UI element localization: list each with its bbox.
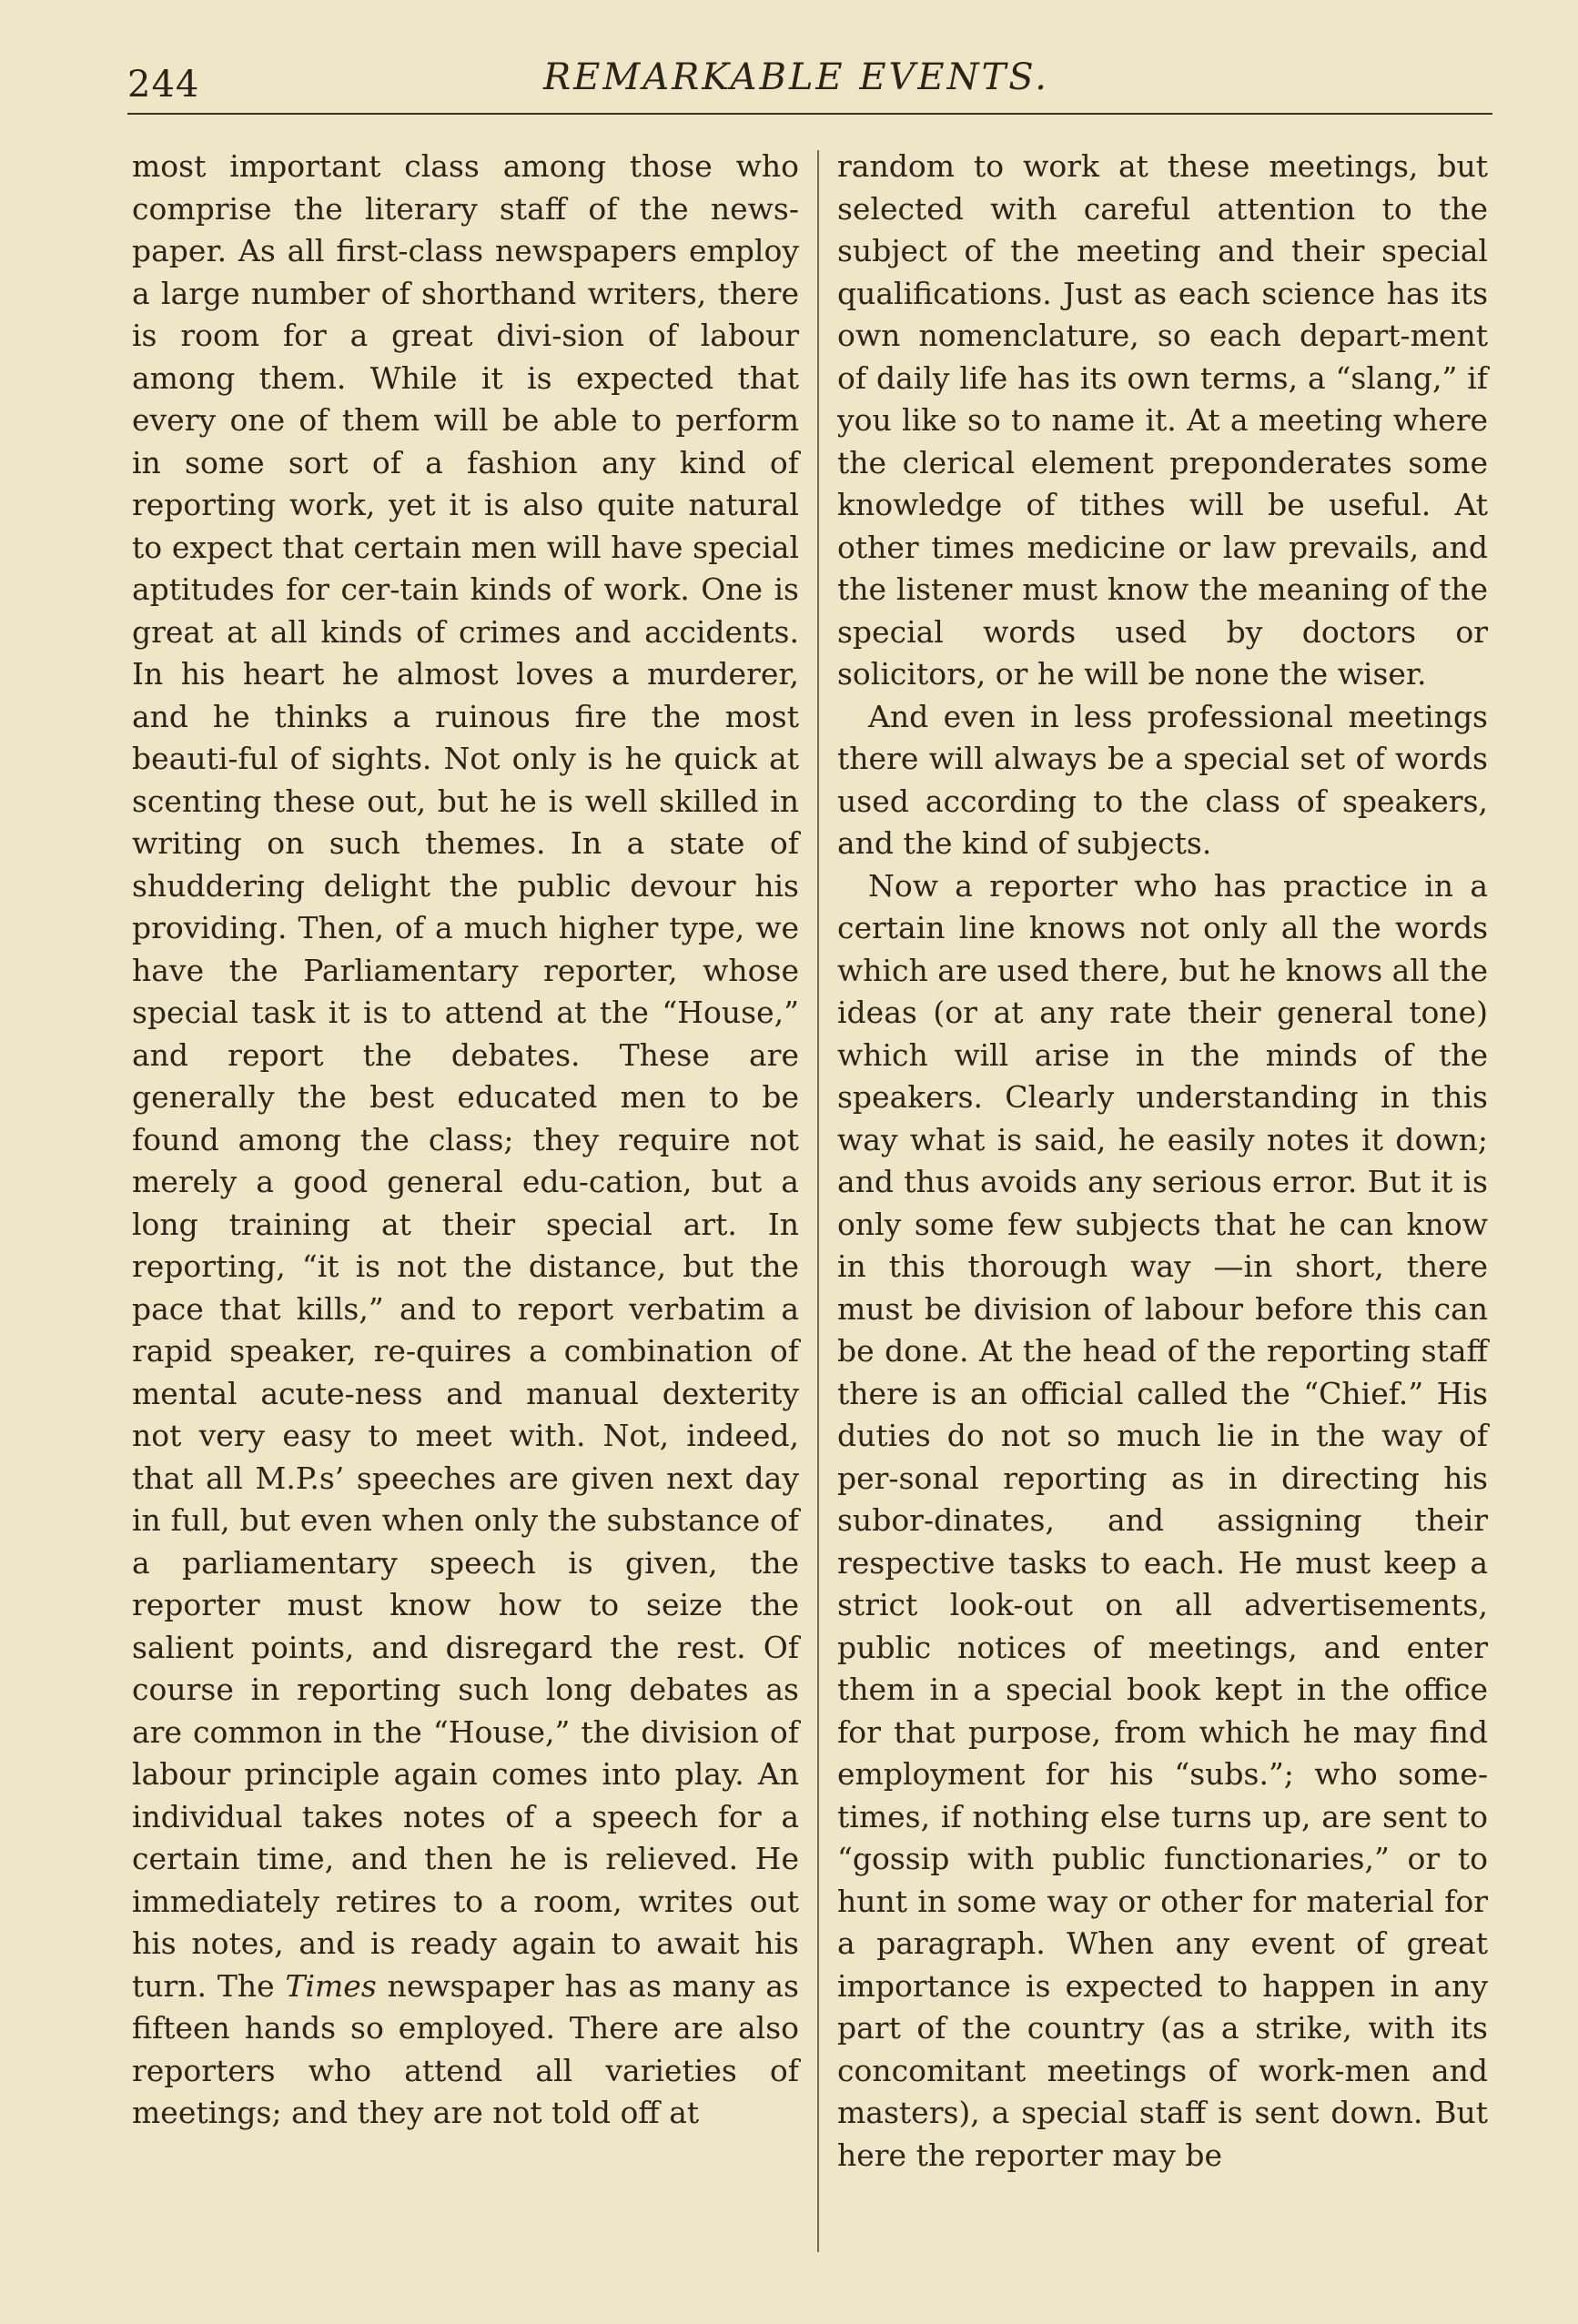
- right-paragraph-2: And even in less professional meetings there will always be a special set of words used according to the class of speakers, and the kind of subjects.: [837, 698, 1488, 861]
- right-paragraph-3: Now a reporter who has practice in a certain line knows not only all the words which are used there, but he knows all the ideas (or at any rate their general tone) which will arise in the minds of the speakers. Clearly understanding in this way what is said, he easily notes it down; and thus avoids any serious error. But it is only some few subjects that he can know in this thorough way —in short, there must be division of labour before this can be done. At the head of the reporting staff there is an official called the “Chief.” His duties do not so much lie in the way of per-sonal reporting as in directing his subor-dinates, and assigning their respective tasks to each. He must keep a strict look-out on all advertisements, public notices of meetings, and enter them in a special book kept in the office for that purpose, from which he may find employment for his “subs.”; who some-times, if nothing else turns up, are sent to “gossip with public functionaries,” or to hunt in some way or other for material for a paragraph. When any event of great importance is expected to happen in any part of the country (as a strike, with its concomitant meetings of work-men and masters), a special staff is sent down. But here the reporter may be: [837, 867, 1488, 2173]
- left-column: [132, 146, 799, 2135]
- right-column: [837, 146, 1488, 2177]
- column-divider: [817, 150, 819, 2252]
- left-paragraph-1-text-a: most important class among those who comprise the literary staff of the news-paper. As all first-class newspapers employ a large number of shorthand writers, there is room for a great divi-sion of labour among them. While it is expected that every one of them will be able to perform in some sort of a fashion any kind of reporting work, yet it is also quite natural to expect that certain men will have special aptitudes for cer-tain kinds of work. One is great at all kinds of crimes and accidents. In his heart he almost loves a murderer, and he thinks a ruinous fire the most beauti-ful of sights. Not only is he quick at scenting these out, but he is well skilled in writing on such themes. In a state of shuddering delight the public devour his providing. Then, of a much higher type, we have the Parliamentary reporter, whose special task it is to attend at the “House,” and report the debates. These are generally the best educated men to be found among the class; they require not merely a good general edu-cation, but a long training at their special art. In reporting, “it is not the distance, but the pace that kills,” and to report verbatim a rapid speaker, re-quires a combination of mental acute-ness and manual dexterity not very easy to meet with. Not, indeed, that all M.P.s’ speeches are given next day in full, but even when only the substance of a parliamentary speech is given, the reporter must know how to seize the salient points, and disregard the rest. Of course in reporting such long debates as are common in the “House,” the division of labour principle again comes into play. An individual takes notes of a speech for a certain time, and then he is relieved. He immediately retires to a room, writes out his notes, and is ready again to await his turn. The: [132, 148, 799, 2004]
- left-paragraph-1-text-b: newspaper has as many as fifteen hands so employed. There are also reporters who attend all varieties of meetings; and they are not told off at: [132, 1967, 799, 2130]
- page-number: 244: [127, 64, 200, 106]
- left-paragraph-1: [132, 146, 799, 2135]
- times-italic: Times: [285, 1967, 377, 2004]
- header-rule: [127, 113, 1492, 115]
- right-paragraph-1: random to work at these meetings, but selected with careful attention to the subject of the meeting and their special qualifications. Just as each science has its own nomenclature, so each depart-ment of daily life has its own terms, a “slang,” if you like so to name it. At a meeting where the clerical element preponderates some knowledge of tithes will be useful. At other times medicine or law prevails, and the listener must know the meaning of the special words used by doctors or solicitors, or he will be none the wiser.: [837, 148, 1488, 692]
- running-title: REMARKABLE EVENTS.: [543, 56, 1049, 98]
